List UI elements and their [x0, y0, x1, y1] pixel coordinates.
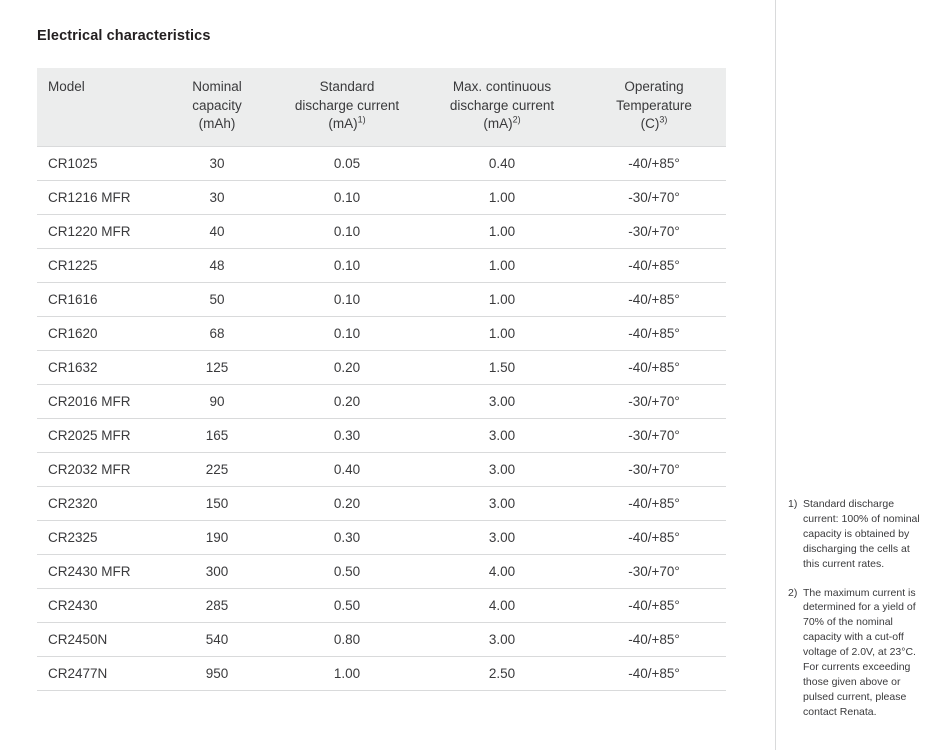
cell-max-continuous-discharge-current: 1.00: [422, 214, 582, 248]
cell-standard-discharge-current: 0.30: [272, 520, 422, 554]
footnote-ref-3: 3): [659, 114, 668, 125]
cell-standard-discharge-current: 0.20: [272, 384, 422, 418]
table-row: [37, 282, 726, 316]
cell-model: CR2477N: [37, 656, 162, 690]
column-header-nominal-capacity: Nominal capacity (mAh): [162, 68, 272, 146]
cell-max-continuous-discharge-current: 1.00: [422, 316, 582, 350]
cell-nominal-capacity: 30: [162, 180, 272, 214]
table-row: [37, 554, 726, 588]
cell-max-continuous-discharge-current: 1.00: [422, 180, 582, 214]
cell-max-continuous-discharge-current: 3.00: [422, 384, 582, 418]
cell-operating-temperature: -30/+70°: [582, 452, 726, 486]
cell-standard-discharge-current: 0.20: [272, 350, 422, 384]
footnote-marker: 2): [788, 586, 798, 599]
cell-standard-discharge-current: 0.20: [272, 486, 422, 520]
cell-max-continuous-discharge-current: 1.50: [422, 350, 582, 384]
cell-operating-temperature: -30/+70°: [582, 554, 726, 588]
table-row: [37, 146, 726, 180]
footnote-1: [788, 497, 920, 572]
cell-operating-temperature: -40/+85°: [582, 622, 726, 656]
column-header-operating-temperature: Operating Temperature $(C)^{3)}$: [582, 68, 726, 146]
cell-operating-temperature: -30/+70°: [582, 384, 726, 418]
footnotes: [788, 497, 920, 734]
cell-model: CR1616: [37, 282, 162, 316]
cell-nominal-capacity: 300: [162, 554, 272, 588]
cell-max-continuous-discharge-current: 0.40: [422, 146, 582, 180]
table-row: [37, 384, 726, 418]
table-row: [37, 588, 726, 622]
cell-nominal-capacity: 225: [162, 452, 272, 486]
cell-max-continuous-discharge-current: 4.00: [422, 554, 582, 588]
cell-model: CR2450N: [37, 622, 162, 656]
cell-model: CR2032 MFR: [37, 452, 162, 486]
cell-model: CR1025: [37, 146, 162, 180]
table-row: [37, 180, 726, 214]
cell-operating-temperature: -40/+85°: [582, 146, 726, 180]
cell-nominal-capacity: 90: [162, 384, 272, 418]
cell-nominal-capacity: 285: [162, 588, 272, 622]
footnote-text: Standard discharge current: 100% of nominal capacity is obtained by discharging the cells at this current rates.: [803, 498, 920, 570]
cell-operating-temperature: -30/+70°: [582, 180, 726, 214]
table-row: [37, 520, 726, 554]
table-row: [37, 418, 726, 452]
cell-model: CR1225: [37, 248, 162, 282]
footnote-ref-1: 1): [357, 114, 366, 125]
footnote-text: The maximum current is determined for a yield of 70% of the nominal capacity with a cut-off voltage of 2.0V, at 23°C. For currents exceeding those given above or pulsed current, please contact Renata.: [803, 586, 916, 718]
table-header: [37, 68, 726, 146]
cell-nominal-capacity: 190: [162, 520, 272, 554]
cell-model: CR1620: [37, 316, 162, 350]
cell-standard-discharge-current: 0.10: [272, 248, 422, 282]
cell-operating-temperature: -40/+85°: [582, 486, 726, 520]
cell-operating-temperature: -40/+85°: [582, 248, 726, 282]
table-row: [37, 486, 726, 520]
cell-max-continuous-discharge-current: 3.00: [422, 486, 582, 520]
table-row: [37, 316, 726, 350]
footnote-2: [788, 586, 920, 720]
cell-nominal-capacity: 68: [162, 316, 272, 350]
cell-nominal-capacity: 165: [162, 418, 272, 452]
cell-standard-discharge-current: 0.40: [272, 452, 422, 486]
table-header-row: [37, 68, 726, 146]
cell-standard-discharge-current: 0.30: [272, 418, 422, 452]
table-row: [37, 214, 726, 248]
cell-model: CR2025 MFR: [37, 418, 162, 452]
footnote-ref-2: 2): [512, 114, 521, 125]
cell-model: CR2016 MFR: [37, 384, 162, 418]
cell-nominal-capacity: 50: [162, 282, 272, 316]
cell-operating-temperature: -40/+85°: [582, 316, 726, 350]
column-header-max-continuous-discharge-current: Max. continuous discharge current (mA)$^{2)}$: [422, 68, 582, 146]
cell-model: CR2430 MFR: [37, 554, 162, 588]
cell-model: CR1220 MFR: [37, 214, 162, 248]
cell-model: CR1632: [37, 350, 162, 384]
cell-standard-discharge-current: 0.05: [272, 146, 422, 180]
cell-max-continuous-discharge-current: 3.00: [422, 452, 582, 486]
cell-model: CR2320: [37, 486, 162, 520]
cell-standard-discharge-current: 0.80: [272, 622, 422, 656]
cell-max-continuous-discharge-current: 1.00: [422, 282, 582, 316]
cell-model: CR1216 MFR: [37, 180, 162, 214]
cell-nominal-capacity: 40: [162, 214, 272, 248]
cell-nominal-capacity: 150: [162, 486, 272, 520]
cell-model: CR2430: [37, 588, 162, 622]
table-row: [37, 248, 726, 282]
cell-max-continuous-discharge-current: 1.00: [422, 248, 582, 282]
table-body: [37, 146, 726, 690]
cell-max-continuous-discharge-current: 3.00: [422, 520, 582, 554]
cell-max-continuous-discharge-current: 3.00: [422, 418, 582, 452]
page-title: Electrical characteristics: [37, 28, 211, 44]
footnote-marker: 1): [788, 498, 798, 510]
table-row: [37, 656, 726, 690]
cell-operating-temperature: -40/+85°: [582, 656, 726, 690]
cell-operating-temperature: -40/+85°: [582, 350, 726, 384]
cell-nominal-capacity: 540: [162, 622, 272, 656]
cell-model: CR2325: [37, 520, 162, 554]
table-row: [37, 622, 726, 656]
cell-standard-discharge-current: 0.50: [272, 588, 422, 622]
cell-standard-discharge-current: 0.10: [272, 214, 422, 248]
cell-max-continuous-discharge-current: 3.00: [422, 622, 582, 656]
cell-standard-discharge-current: 1.00: [272, 656, 422, 690]
cell-operating-temperature: -30/+70°: [582, 214, 726, 248]
cell-nominal-capacity: 30: [162, 146, 272, 180]
cell-standard-discharge-current: 0.10: [272, 180, 422, 214]
cell-max-continuous-discharge-current: 2.50: [422, 656, 582, 690]
cell-operating-temperature: -40/+85°: [582, 520, 726, 554]
cell-nominal-capacity: 950: [162, 656, 272, 690]
cell-standard-discharge-current: 0.10: [272, 316, 422, 350]
cell-standard-discharge-current: 0.50: [272, 554, 422, 588]
cell-operating-temperature: -30/+70°: [582, 418, 726, 452]
electrical-characteristics-table: [37, 68, 726, 691]
cell-max-continuous-discharge-current: 4.00: [422, 588, 582, 622]
table-row: [37, 452, 726, 486]
table-row: [37, 350, 726, 384]
cell-nominal-capacity: 48: [162, 248, 272, 282]
cell-standard-discharge-current: 0.10: [272, 282, 422, 316]
column-header-standard-discharge-current: Standard discharge current (mA)$^{1)}$: [272, 68, 422, 146]
column-header-model: Model: [37, 68, 162, 146]
cell-operating-temperature: -40/+85°: [582, 282, 726, 316]
cell-operating-temperature: -40/+85°: [582, 588, 726, 622]
cell-nominal-capacity: 125: [162, 350, 272, 384]
